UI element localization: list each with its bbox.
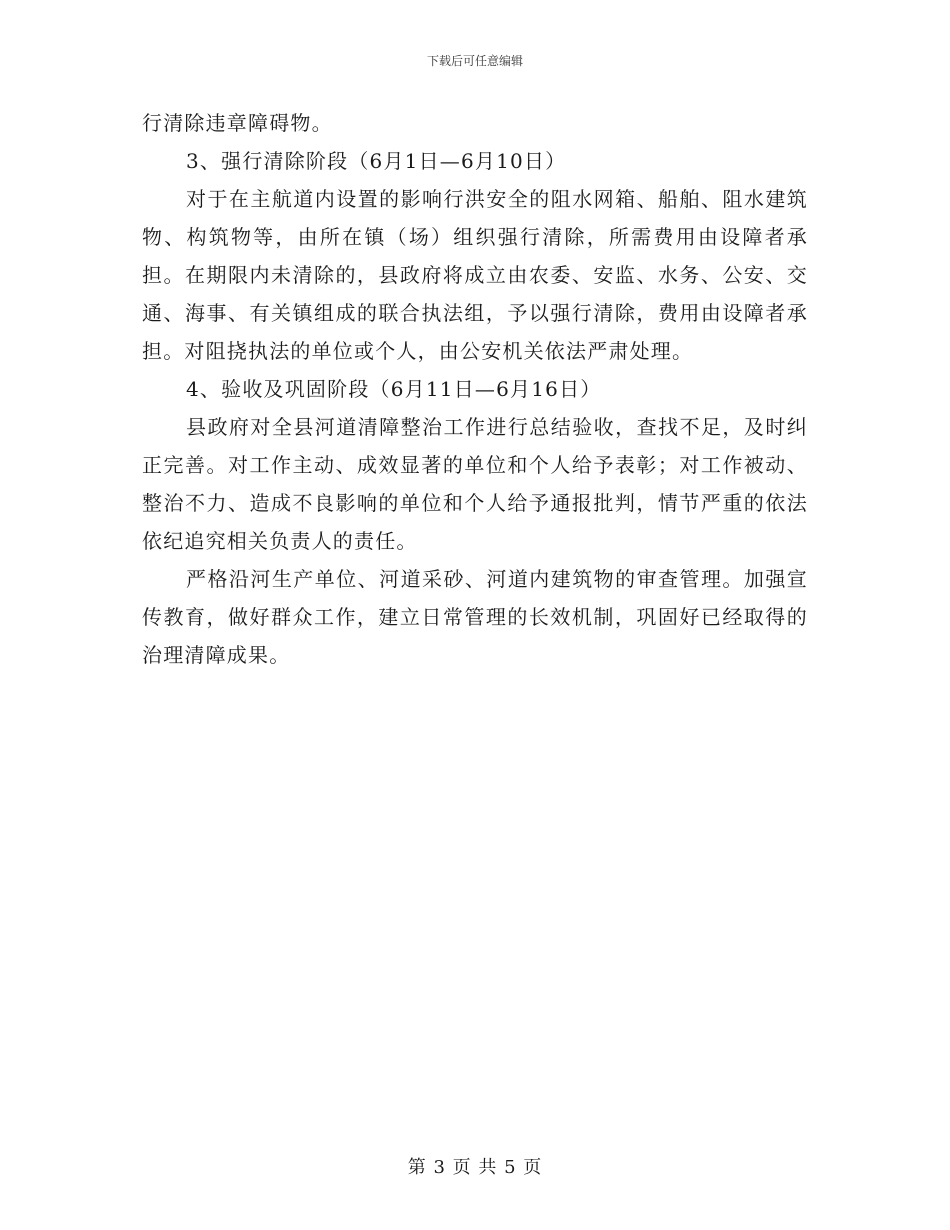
section-heading-acceptance: 4、验收及巩固阶段（6月11日—6月16日）: [186, 377, 602, 401]
page-header: 下载后可任意编辑: [426, 54, 523, 68]
paragraph-forced-removal: 对于在主航道内设置的影响行洪安全的阻水网箱、船舶、阻水建筑物、构筑物等，由所在镇（场）组织强行清除，所需费用由设障者承担。在期限内未清除的，县政府将成立由农委、安监、水务、公安、交通、海事、有关镇组成的联合执法组，予以强行清除，费用由设障者承担。对阻挠执法的单位或个人，由公安机关依法严肃处理。: [142, 187, 808, 363]
document-body: [142, 104, 808, 674]
section-heading-forced-removal: 3、强行清除阶段（6月1日—6月10日）: [186, 149, 567, 173]
paragraph-management: 严格沿河生产单位、河道采砂、河道内建筑物的审查管理。加强宣传教育，做好群众工作，建立日常管理的长效机制，巩固好已经取得的治理清障成果。: [142, 567, 808, 667]
page-number: 第 3 页 共 5 页: [407, 1157, 543, 1178]
paragraph-continuation: 行清除违章障碍物。: [142, 111, 333, 135]
paragraph-acceptance: 县政府对全县河道清障整治工作进行总结验收，查找不足，及时纠正完善。对工作主动、成效显著的单位和个人给予表彰；对工作被动、整治不力、造成不良影响的单位和个人给予通报批判，情节严重的依法依纪追究相关负责人的责任。: [142, 415, 808, 553]
